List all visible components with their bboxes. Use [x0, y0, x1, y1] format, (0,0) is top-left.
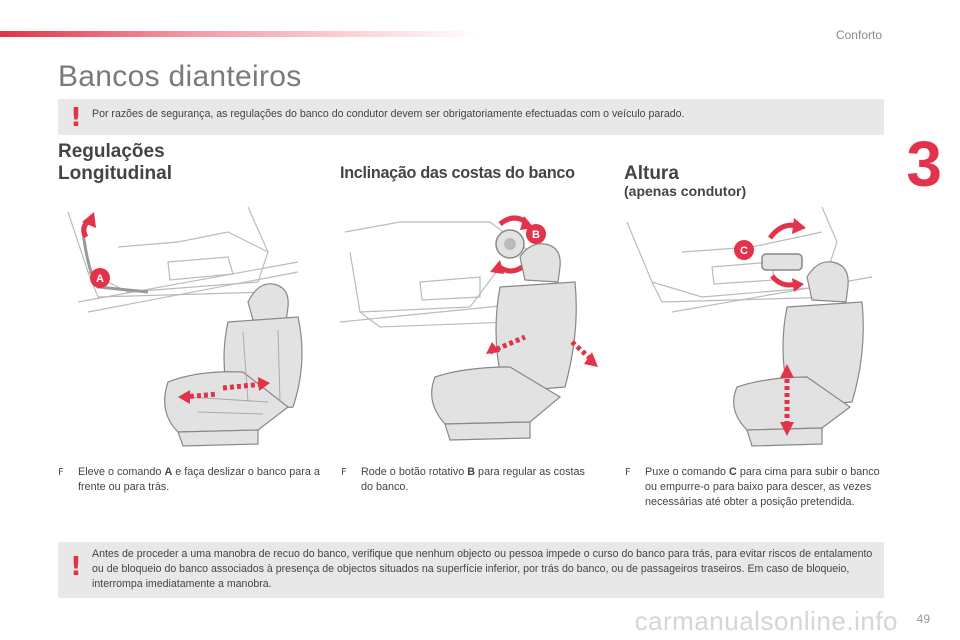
arrow-bullet-icon: F [58, 467, 64, 478]
warning-box-top [58, 99, 884, 135]
warning-text-bottom: Antes de proceder a uma manobra de recuo do banco, verifique que nenhum objecto ou pessoa impede o curso do banco para trás, para evitar riscos de entalamento ou de bloqueio do banco associados à presença de objectos situados na superfície inferior, por trás do banco, ou de passageiros traseiros. Em caso de bloqueio, interrompa imediatamente a manobra. [92, 548, 873, 590]
bullet-key: B [467, 466, 476, 478]
bullet-key: A [164, 466, 173, 478]
warning-text-top: Por razões de segurança, as regulações do banco do condutor devem ser obrigatoriamente efectuadas com o veículo parado. [92, 108, 685, 120]
label-a: A [96, 273, 104, 285]
subheading-apenas-condutor: (apenas condutor) [624, 183, 747, 199]
bullet-text: para regular as costas do banco. [361, 466, 585, 493]
seat-illustration-longitudinal [58, 202, 328, 452]
chapter-number: 3 [906, 128, 942, 200]
seat-illustration-height [622, 202, 892, 452]
heading-regulacoes: Regulações [58, 141, 165, 162]
bullet-text: Puxe o comando [645, 466, 730, 478]
warning-box-bottom [58, 542, 884, 598]
exclamation-icon: ! [70, 103, 82, 133]
label-b: B [532, 229, 540, 241]
bullet-text: e faça deslizar o banco para a frente ou para trás. [78, 466, 320, 493]
heading-inclinacao: Inclinação das costas do banco [340, 163, 575, 182]
page-number: 49 [916, 612, 930, 626]
bullet-text: Rode o botão rotativo [361, 466, 468, 478]
page-title: Bancos dianteiros [58, 60, 302, 93]
bullet-text: para cima para subir o banco ou empurre-o para baixo para descer, as vezes necessárias até obter a posição pretendida. [645, 466, 880, 508]
heading-altura: Altura [624, 163, 679, 184]
heading-longitudinal: Longitudinal [58, 163, 172, 184]
arrow-bullet-icon: F [625, 467, 631, 478]
seat-illustration-recline [340, 202, 610, 452]
top-accent-bar [0, 31, 480, 37]
bullet-text: Eleve o comando [78, 466, 165, 478]
exclamation-icon: ! [70, 552, 82, 582]
label-c: C [740, 245, 748, 257]
section-label: Conforto [835, 28, 882, 42]
watermark: carmanualsonline.info [634, 606, 898, 636]
bullet-key: C [729, 466, 737, 478]
arrow-bullet-icon: F [341, 467, 347, 478]
